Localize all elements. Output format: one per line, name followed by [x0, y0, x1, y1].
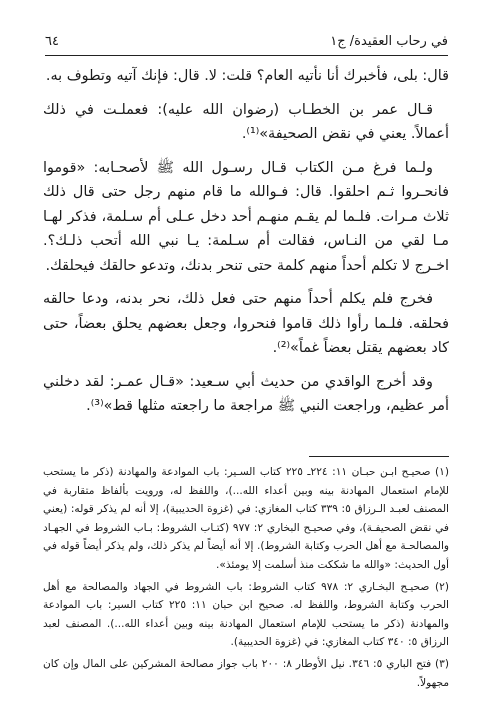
page-number: ٦٤ [45, 34, 59, 49]
main-text [43, 64, 449, 428]
footnote-3: (٣) فتح الباري ٥: ٣٤٦. نيل الأوطار ٨: ٢٠٠ باب جواز مصالحة المشركين على المال وإن كان مجهولاً. [43, 657, 450, 689]
header-rule [45, 55, 448, 56]
paragraph-3: ولـما فرغ مـن الكتاب قـال رسـول الله ﷺ لأصحـابه: «قوموا فانحـروا ثـم احلقوا. قال: فـوالله ما قام منهم رجل حتى قال ذلك ثلاث مـرات. فلـما لم يقـم منهـم أحد دخل عـلى أم سـلمة، فذكر لهـا مـا لقي من النـاس، فقالت أم سـلمة: يـا نبي الله أتحب ذلـك؟. اخـرج لا تكلم أحداً منهم كلمة حتى تنحر بدنك، وتدعو حالقك فيحلقك. [43, 159, 449, 274]
running-title: في رحاب العقيدة/ ج١ [330, 34, 448, 49]
paragraph-1: قال: بلى، فأخبرك أنا نأتيه العام؟ قلت: لا. قال: فإنك آتيه وتطوف به. [45, 68, 449, 84]
footnote-rule [309, 456, 449, 457]
footnote-1: (١) صحيـح ابـن حبـان ١١: ٢٢٤ـ ٢٢٥ كتاب السـير: باب الموادعة والمهادنة (ذكر ما يستحب للإمام استعمال المهادنة بينه وبين أعداء الله...)، واللفظ له، ورويت بألفاظ متقاربة في المصنف لعبـد الـرزاق ٥: ٣٣٩ كتاب المغازي: في (غزوة الحديبية)، إلا أنه لم يذكر قوله: (يعني في نقض الصحيفـة)، وفي صحيـح البخاري ٢: ٩٧٧ (كتـاب الشروط: بـاب الشروط في الجهـاد والمصالحـة مع أهل الحرب وكتابة الشروط). إلا أنه أيضاً لم يذكر ذلك، ولم يذكر أيضاً قوله في أول الحديث: «والله ما شككت منذ أسلمت إلا يومئذ». [43, 466, 450, 571]
paragraph-2: قـال عمر بن الخطـاب (رضوان الله عليه): فعملـت في ذلك أعمالاً. يعني في نقض الصحيفة»⁽¹⁾. [43, 101, 449, 142]
footnotes [43, 463, 449, 695]
page-header [45, 31, 448, 55]
footnote-2: (٢) صحيـح البخـاري ٢: ٩٧٨ كتاب الشروط: باب الشروط في الجهاد والمصالحة مع أهل الحرب وكتابة الشروط، واللفظ له. صحيح ابن حبان ١١: ٢٢٥ كتاب السير: باب الموادعة والمهادنة (ذكر ما يستحب للإمام استعمال المهادنة بينه وبين أعداء الله...). المصنف لعبد الرزاق ٥: ٣٤٠ كتاب المغازي: في (غزوة الحديبية). [43, 580, 450, 649]
paragraph-4: فخرج فلم يكلم أحداً منهم حتى فعل ذلك، نحر بدنه، ودعا حالقه فحلقه. فلـما رأوا ذلك قاموا فنحروا، وجعل بعضهم يحلق بعضاً، حتى كاد بعضهم يقتل بعضاً غماً»⁽²⁾. [43, 291, 449, 356]
paragraph-5: وقد أخرج الواقدي من حديث أبي سـعيد: «قـال عمـر: لقد دخلني أمر عظيم، وراجعت النبي ﷺ مراجعة ما راجعته مثلها قط»⁽³⁾. [43, 373, 449, 414]
